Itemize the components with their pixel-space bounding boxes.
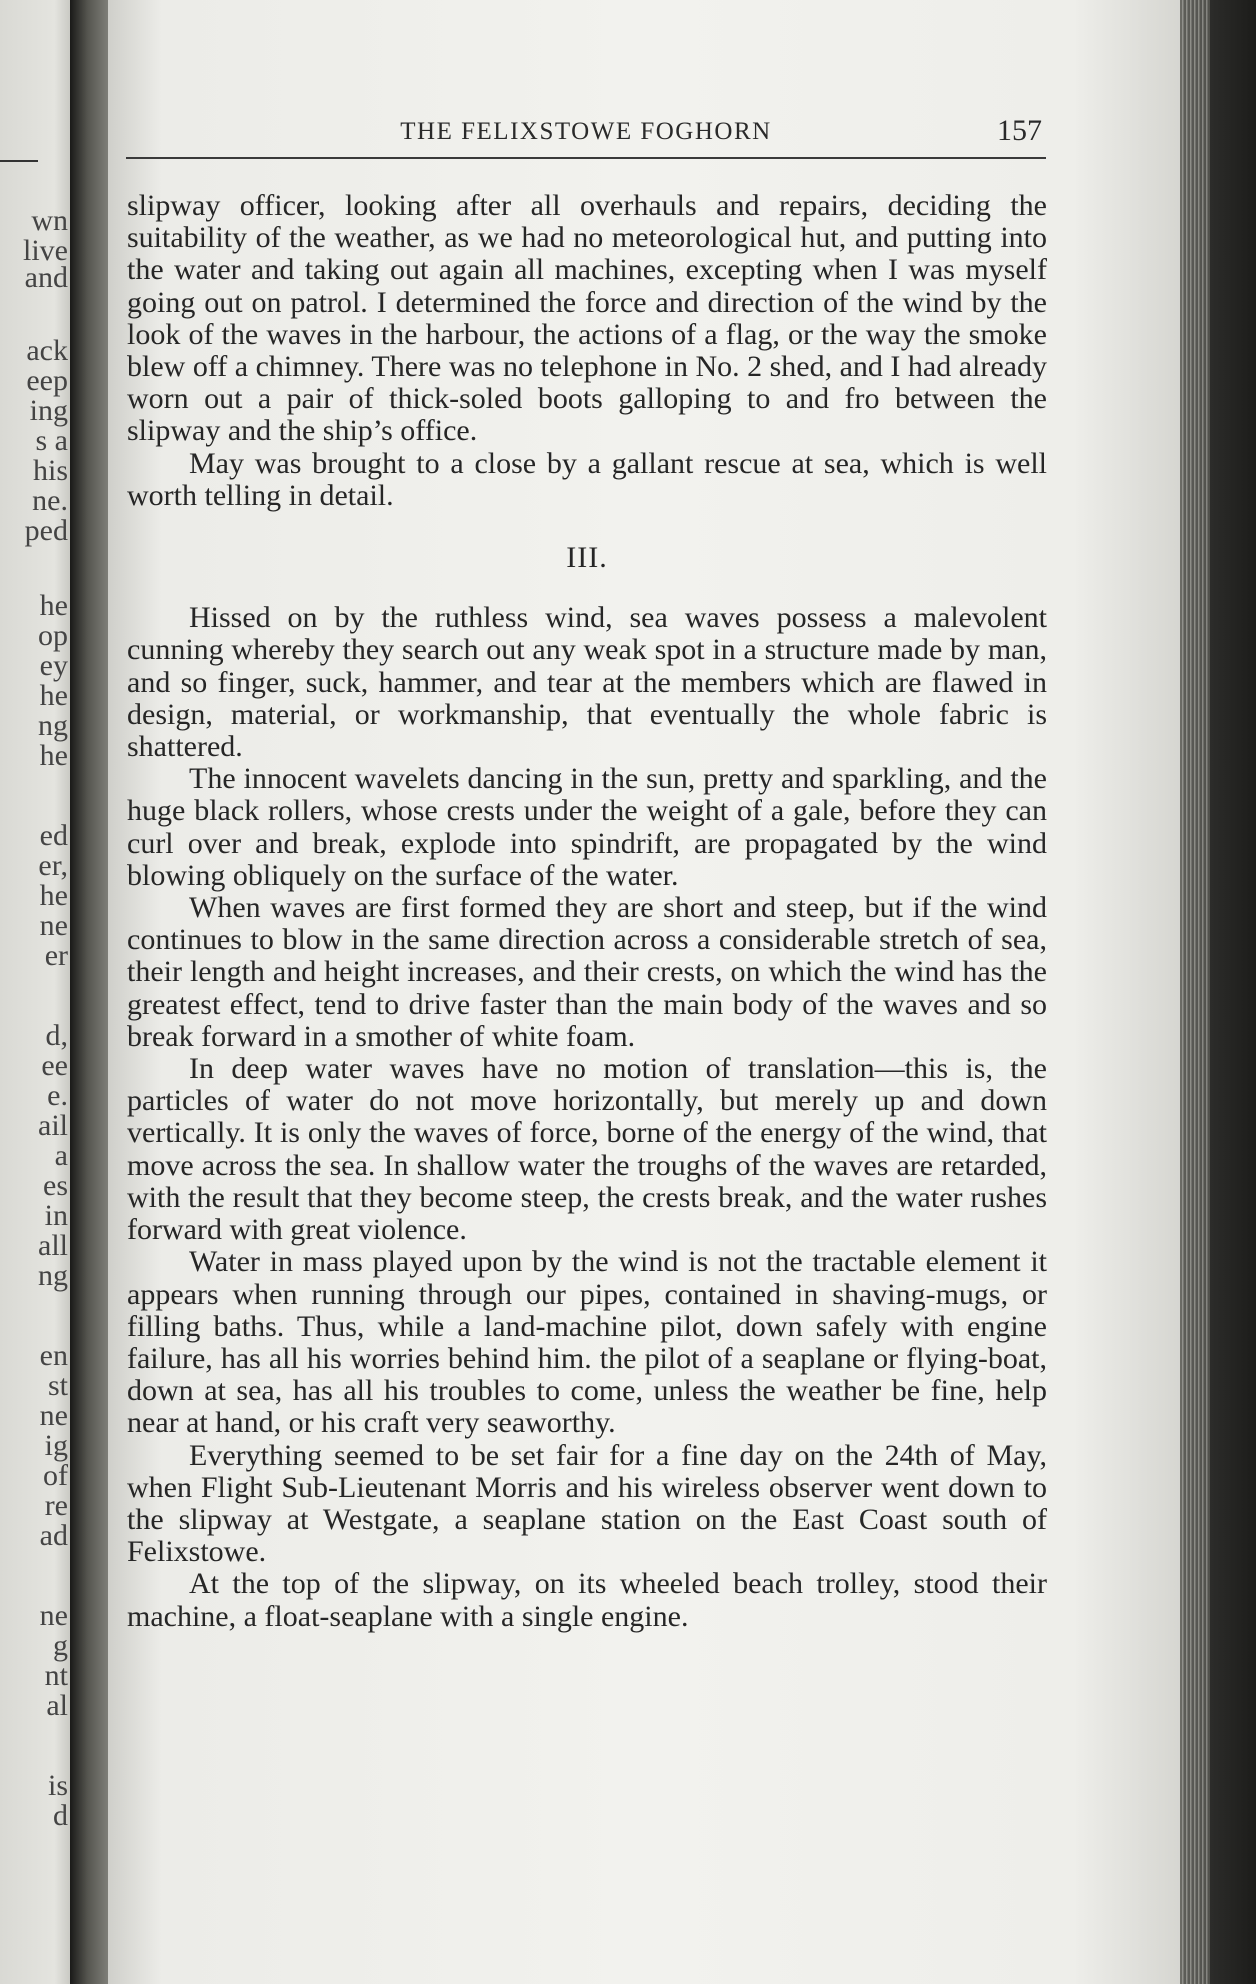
paragraph: May was brought to a close by a gallant rescue at sea, which is well worth telling in detail. <box>127 446 1047 512</box>
paragraph: Water in mass played upon by the wind is not the tractable element it appears when running through our pipes, contained in shaving-mugs, or filling baths. Thus, while a land-machine pilot, down safely with engine failure, has all his worries behind him. the pilot of a seaplane or flying-boat, down at sea, has all his troubles to come, unless the weather be fine, help near at hand, or his craft very seaworthy. <box>127 1245 1047 1440</box>
facing-page-fragment: re <box>44 1489 68 1522</box>
facing-page-fragment: op <box>38 619 68 652</box>
page-body <box>127 190 1047 1633</box>
facing-page-fragment: ne <box>39 909 68 942</box>
facing-page-fragment: es <box>43 1169 68 1202</box>
facing-page-header-rule <box>0 160 38 162</box>
facing-page-fragment: a <box>54 1139 68 1172</box>
facing-page-fragment: d, <box>45 1019 68 1052</box>
facing-page-fragment: he <box>39 879 68 912</box>
paragraph: Hissed on by the ruthless wind, sea waves possess a malevolent cunning whereby they search out any weak spot in a structure made by man, and so finger, suck, hammer, and tear at the members which are flawed in design, material, or workmanship, that eventually the whole fabric is shattered. <box>127 601 1047 764</box>
facing-page-fragment: live <box>23 234 68 267</box>
facing-page-fragment: ne <box>39 1599 68 1632</box>
running-title: THE FELIXSTOWE FOGHORN <box>400 118 772 145</box>
facing-page-fragment: s a <box>35 424 68 457</box>
facing-page-edge <box>0 0 78 1984</box>
facing-page-fragment: ad <box>39 1519 68 1552</box>
header-rule <box>126 157 1046 159</box>
facing-page-fragment: ng <box>38 709 68 742</box>
page-stack-edge <box>1182 0 1210 1984</box>
facing-page-fragment: al <box>46 1689 68 1722</box>
facing-page-fragment: ey <box>39 649 68 682</box>
facing-page-fragment: of <box>43 1459 68 1492</box>
facing-page-fragment: er <box>44 939 68 972</box>
page-header <box>126 114 1046 154</box>
facing-page-fragment: ne <box>39 1399 68 1432</box>
paragraph: Everything seemed to be set fair for a fine day on the 24th of May, when Flight Sub-Lieutenant Morris and his wireless observer went down to the slipway at Westgate, a seaplane station on the East Coast south of Felixstowe. <box>127 1438 1047 1569</box>
facing-page-fragment: he <box>39 739 68 772</box>
facing-page-fragment: nt <box>44 1659 68 1692</box>
facing-page-fragment: eep <box>26 364 68 397</box>
facing-page-fragment: he <box>39 589 68 622</box>
facing-page-fragment: he <box>39 679 68 712</box>
facing-page-fragment: ing <box>29 394 68 427</box>
facing-page-fragment: er, <box>38 849 68 882</box>
facing-page-fragment: g <box>53 1629 68 1662</box>
facing-page-fragment: ne. <box>32 484 68 517</box>
facing-page-fragment: st <box>47 1369 68 1402</box>
page-number: 157 <box>997 114 1042 147</box>
facing-page-fragment: ee <box>41 1049 68 1082</box>
paragraph: When waves are first formed they are short and steep, but if the wind continues to blow in the same direction across a considerable stretch of sea, their length and height increases, and their crests, on which the wind has the greatest effect, tend to drive faster than the main body of the waves and so break forward in a smother of white foam. <box>127 891 1047 1053</box>
paragraph: The innocent wavelets dancing in the sun, pretty and sparkling, and the huge black rollers, whose crests under the weight of a gale, before they can curl over and break, explode into spindrift, are propagated by the wind blowing obliquely on the surface of the water. <box>127 762 1047 892</box>
facing-page-fragment: ng <box>38 1259 68 1292</box>
paragraph: In deep water waves have no motion of translation—this is, the particles of water do not move horizontally, but merely up and down vertically. It is only the waves of force, borne of the energy of the wind, that move across the sea. In shallow water the troughs of the waves are retarded, with the result that they become steep, the crests break, and the water rushes forward with great violence. <box>127 1052 1047 1247</box>
facing-page-fragment: is <box>47 1769 68 1802</box>
facing-page-fragment: ack <box>26 334 68 367</box>
section-heading: III. <box>566 541 608 575</box>
facing-page-fragment: ig <box>44 1429 68 1462</box>
facing-page-fragment: in <box>44 1199 68 1232</box>
facing-page-fragment: e. <box>47 1079 68 1112</box>
paragraph: slipway officer, looking after all overhauls and repairs, deciding the suitability of the weather, as we had no meteorological hut, and putting into the water and taking out again all machines, excepting when I was myself going out on patrol. I determined the force and direction of the wind by the look of the waves in the harbour, the actions of a flag, or the way the smoke blew off a chimney. There was no telephone in No. 2 shed, and I had already worn out a pair of thick-soled boots galloping to and fro between the slipway and the ship’s office. <box>127 189 1047 448</box>
facing-page-fragment: his <box>32 454 68 487</box>
facing-page-fragment: ped <box>24 514 68 547</box>
facing-page-fragment: d <box>53 1799 68 1832</box>
facing-page-fragment: all <box>38 1229 68 1262</box>
facing-page-fragment: ail <box>38 1109 68 1142</box>
paragraph: At the top of the slipway, on its wheeled beach trolley, stood their machine, a float-seaplane with a single engine. <box>127 1567 1047 1633</box>
facing-page-fragment: wn <box>31 204 68 237</box>
facing-page-fragment: ed <box>39 819 68 852</box>
facing-page-fragment: en <box>39 1339 68 1372</box>
facing-page-fragment: and <box>24 261 68 294</box>
